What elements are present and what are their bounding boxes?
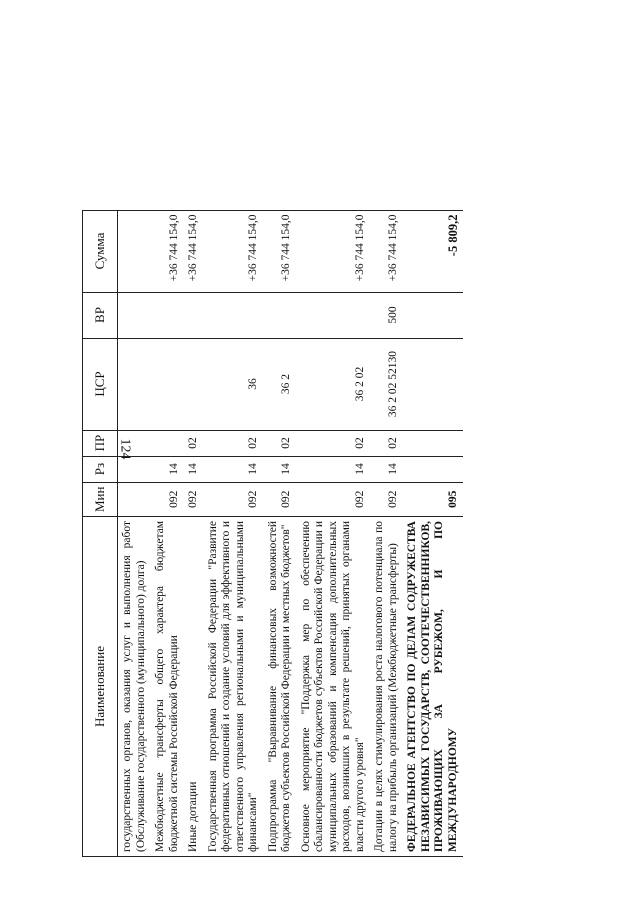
page-number: 124: [117, 438, 133, 460]
row-csr: [118, 338, 152, 430]
row-vr: [204, 292, 264, 338]
row-sum: -5 809,2: [403, 210, 463, 292]
row-pr: [151, 430, 184, 456]
row-rz: 14: [151, 456, 184, 482]
row-vr: [297, 292, 371, 338]
row-min: 092: [204, 482, 264, 516]
table-row: [184, 210, 204, 856]
row-sum: +36 744 154,0: [184, 210, 204, 292]
row-csr: 36 2 02 52130: [370, 338, 403, 430]
row-name: Основное мероприятие "Поддержка мер по обеспечению сбалансированности бюджетов субъектов Российской Федерации и муниципальных образований и компенсация дополнительных расходов, возникших в результате решений, принятых органами власти другого уровня": [297, 517, 371, 857]
row-csr: [184, 338, 204, 430]
row-sum: [118, 210, 152, 292]
row-pr: [118, 430, 152, 456]
row-min: 092: [184, 482, 204, 516]
header-sum: Сумма: [83, 210, 118, 292]
row-pr: 02: [264, 430, 297, 456]
row-sum: +36 744 154,0: [151, 210, 184, 292]
row-name: Иные дотации: [184, 517, 204, 857]
row-sum: +36 744 154,0: [204, 210, 264, 292]
row-vr: [403, 292, 463, 338]
row-rz: [403, 456, 463, 482]
row-pr: 02: [297, 430, 371, 456]
row-pr: 02: [184, 430, 204, 456]
row-min: 092: [297, 482, 371, 516]
row-pr: [403, 430, 463, 456]
row-vr: [264, 292, 297, 338]
row-vr: [151, 292, 184, 338]
row-rz: 14: [370, 456, 403, 482]
row-vr: 500: [370, 292, 403, 338]
row-name: Подпрограмма "Выравнивание финансовых возможностей бюджетов субъектов Российской Федерации и местных бюджетов": [264, 517, 297, 857]
row-sum: +36 744 154,0: [264, 210, 297, 292]
header-csr: ЦСР: [83, 338, 118, 430]
row-vr: [184, 292, 204, 338]
row-pr: 02: [370, 430, 403, 456]
header-name: Наименование: [83, 517, 118, 857]
row-rz: 14: [204, 456, 264, 482]
row-csr: 36 2 02: [297, 338, 371, 430]
row-rz: 14: [264, 456, 297, 482]
table-row: [151, 210, 184, 856]
row-min: 092: [264, 482, 297, 516]
row-min: 092: [370, 482, 403, 516]
row-csr: [403, 338, 463, 430]
row-min: [118, 482, 152, 516]
header-row: [83, 210, 118, 856]
header-rz: Рз: [83, 456, 118, 482]
row-rz: 14: [184, 456, 204, 482]
row-rz: [118, 456, 152, 482]
row-sum: +36 744 154,0: [370, 210, 403, 292]
budget-table: [82, 210, 463, 857]
row-sum: +36 744 154,0: [297, 210, 371, 292]
row-rz: 14: [297, 456, 371, 482]
header-vr: ВР: [83, 292, 118, 338]
row-name: ФЕДЕРАЛЬНОЕ АГЕНТСТВО ПО ДЕЛАМ СОДРУЖЕСТВА НЕЗАВИСИМЫХ ГОСУДАРСТВ, СООТЕЧЕСТВЕННИКОВ, ПРОЖИВАЮЩИХ ЗА РУБЕЖОМ, И ПО МЕЖДУНАРОДНОМУ: [403, 517, 463, 857]
table-row: [118, 210, 152, 856]
row-name: Дотации в целях стимулирования роста налогового потенциала по налогу на прибыль организаций (Межбюджетные трансферты): [370, 517, 403, 857]
row-name: Межбюджетные трансферты общего характера бюджетам бюджетной системы Российской Федерации: [151, 517, 184, 857]
row-csr: 36: [204, 338, 264, 430]
header-pr: ПР: [83, 430, 118, 456]
row-min: 095: [403, 482, 463, 516]
row-csr: [151, 338, 184, 430]
row-name: Государственная программа Российской Федерации "Развитие федеративных отношений и создание условий для эффективного и ответственного управления региональными и муниципальными финансами": [204, 517, 264, 857]
row-pr: 02: [204, 430, 264, 456]
row-name: государственных органов, оказания услуг и выполнения работ (Обслуживание государственного (муниципального) долга): [118, 517, 152, 857]
row-min: 092: [151, 482, 184, 516]
table-row: [297, 210, 371, 856]
row-csr: 36 2: [264, 338, 297, 430]
table-row: [204, 210, 264, 856]
table-row: [370, 210, 403, 856]
table-row: [403, 210, 463, 856]
row-vr: [118, 292, 152, 338]
table-row: [264, 210, 297, 856]
header-min: Мин: [83, 482, 118, 516]
